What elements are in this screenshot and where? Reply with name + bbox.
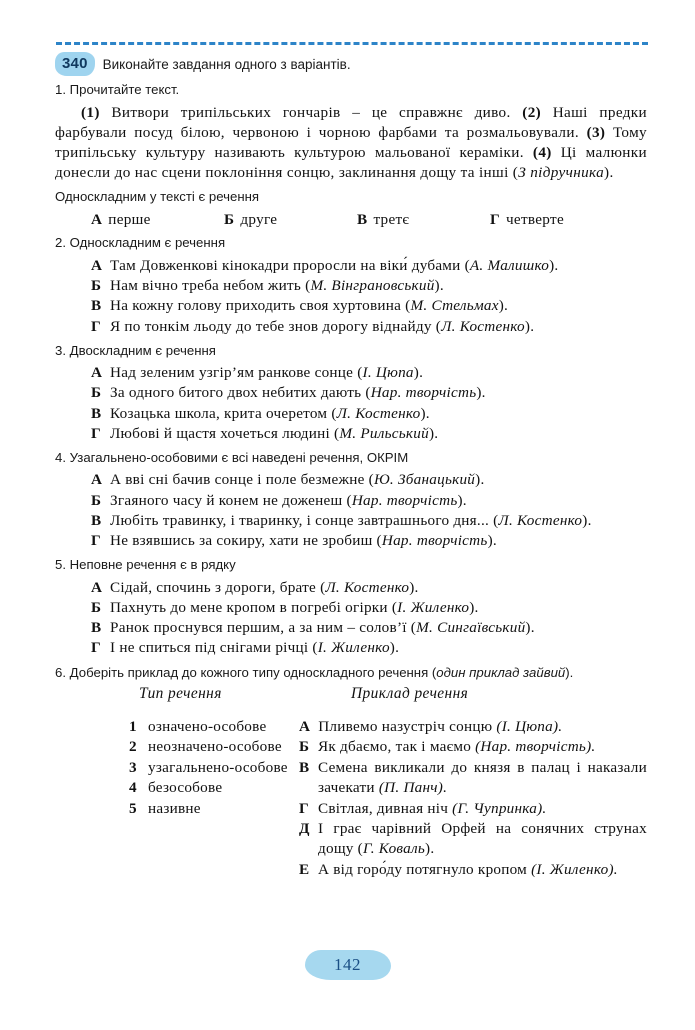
- type-number: 5: [129, 799, 137, 817]
- option-text: Сідай, спочинь з дороги, брате (Л. Костенко).: [110, 578, 419, 596]
- task5-options: [91, 578, 651, 659]
- task6-matching-table: [55, 685, 651, 880]
- example-text: Як дбаємо, так і маємо (Нар. творчість).: [318, 738, 596, 756]
- type-text: безособове: [148, 779, 223, 797]
- option-letter: Б: [91, 491, 102, 509]
- task6-examples-header: Приклад речення: [351, 685, 469, 703]
- task2-option-b[interactable]: [91, 276, 651, 296]
- task1-option-g[interactable]: [490, 211, 623, 229]
- task5-option-b[interactable]: [91, 598, 651, 618]
- exercise-header: [55, 52, 651, 76]
- option-letter: В: [357, 211, 368, 229]
- task6-types-header: Тип речення: [139, 685, 222, 703]
- task2-prompt: 2. Односкладним є речення: [55, 235, 226, 251]
- task4-option-a[interactable]: [91, 470, 651, 490]
- option-text: На кожну голову приходить своя хуртовина (М. Стельмах).: [110, 297, 509, 315]
- option-letter: А: [91, 211, 103, 229]
- option-letter: А: [91, 256, 103, 274]
- task3-option-b[interactable]: [91, 383, 651, 403]
- task6-example-v[interactable]: [299, 758, 647, 799]
- example-text: І грає чарівний Орфей на сонячних струнах дощу (Г. Коваль).: [318, 819, 647, 858]
- example-text: А від горо́ду потягнуло кропом (І. Жиленко).: [318, 860, 618, 878]
- option-text: Любові й щастя хочеться людині (М. Рильський).: [110, 424, 439, 442]
- option-text: Козацька школа, крита очеретом (Л. Костенко).: [110, 404, 430, 422]
- task6-type-5[interactable]: [129, 799, 299, 819]
- option-letter: В: [91, 297, 102, 315]
- option-text: Любіть травинку, і тваринку, і сонце завтрашнього дня... (Л. Костенко).: [110, 511, 592, 529]
- task1-options: [91, 211, 651, 229]
- folio-brush-shape: [305, 950, 391, 980]
- task6-type-2[interactable]: [129, 737, 299, 757]
- option-text: Нам вічно треба небом жить (М. Вінграновський).: [110, 277, 444, 295]
- task2-option-a[interactable]: [91, 256, 651, 276]
- task4-option-v[interactable]: [91, 511, 651, 531]
- option-letter: Б: [91, 599, 102, 616]
- option-letter: Б: [224, 211, 235, 229]
- task6-prompt: 6. Доберіть приклад до кожного типу односкладного речення (один приклад зайвий).: [55, 664, 574, 680]
- example-letter: Д: [299, 819, 310, 837]
- example-text: Пливемо назустріч сонцю (І. Цюпа).: [318, 718, 563, 736]
- option-text: А вві сні бачив сонце і поле безмежне (Ю. Збанацький).: [110, 471, 485, 489]
- task6-example-g[interactable]: [299, 799, 647, 819]
- example-text: Світлая, дивная ніч (Г. Чупринка).: [318, 799, 547, 817]
- task3-option-g[interactable]: [91, 424, 651, 444]
- option-text: друге: [240, 211, 278, 229]
- task2-option-v[interactable]: [91, 296, 651, 316]
- task2-option-g[interactable]: [91, 317, 651, 337]
- exercise-number-badge: 340: [55, 52, 95, 76]
- example-letter: Е: [299, 860, 310, 878]
- reading-passage: (1) Витвори трипільських гончарів – це справжнє диво. (2) Наші предки фарбували посуд білою, червоною і чорною фарбами та розмальовували. (3) Тому трипільську культуру називають культурою мальованої кераміки. (4) Ці малюнки донесли до нас сцени поклоніння сонцю, заклинання дощу та інші (З підручника).: [55, 104, 647, 182]
- task4-option-g[interactable]: [91, 531, 651, 551]
- task6-type-4[interactable]: [129, 778, 299, 798]
- task1-prompt: Односкладним у тексті є речення: [55, 189, 260, 205]
- task1-instruction: 1. Прочитайте текст.: [55, 82, 180, 97]
- task5-option-v[interactable]: [91, 618, 651, 638]
- task5-option-a[interactable]: [91, 578, 651, 598]
- task6-example-e[interactable]: [299, 860, 647, 880]
- option-letter: Б: [91, 384, 102, 402]
- task4-prompt: 4. Узагальнено-особовими є всі наведені речення, ОКРІМ: [55, 450, 409, 466]
- task6-types-column: [55, 685, 299, 880]
- option-letter: А: [91, 471, 103, 489]
- type-text: називне: [148, 799, 201, 817]
- task6-example-b[interactable]: [299, 737, 647, 757]
- task3-option-a[interactable]: [91, 363, 651, 383]
- exercise-title: Виконайте завдання одного з варіантів.: [102, 56, 351, 72]
- task6-example-a[interactable]: [299, 717, 647, 737]
- option-text: Не взявшись за сокиру, хати не зробиш (Нар. творчість).: [110, 532, 497, 550]
- task6-type-1[interactable]: [129, 717, 299, 737]
- option-letter: Г: [91, 424, 101, 442]
- task6-example-d[interactable]: [299, 819, 647, 860]
- type-text: неозначено-особове: [148, 738, 282, 756]
- option-text: третє: [373, 211, 410, 229]
- type-number: 3: [129, 758, 137, 776]
- option-text: Ранок проснувся першим, а за ним – солов’ї (М. Сингаївський).: [110, 619, 535, 637]
- task5-prompt: 5. Неповне речення є в рядку: [55, 557, 236, 573]
- type-text: означено-особове: [148, 718, 267, 736]
- page-footer: [0, 950, 695, 980]
- option-letter: В: [91, 619, 102, 637]
- option-letter: Б: [91, 277, 102, 295]
- option-text: Там Довженкові кінокадри проросли на віки́ дубами (А. Малишко).: [110, 256, 559, 274]
- task4-options: [91, 470, 651, 551]
- task2-options: [91, 256, 651, 337]
- example-letter: Б: [299, 738, 310, 756]
- option-letter: А: [91, 578, 103, 596]
- example-letter: Г: [299, 799, 309, 817]
- option-letter: В: [91, 404, 102, 422]
- task6-examples-column: [299, 685, 647, 880]
- type-number: 4: [129, 779, 137, 797]
- task1-option-v[interactable]: [357, 211, 490, 229]
- task5-option-g[interactable]: [91, 638, 651, 658]
- example-letter: В: [299, 758, 310, 776]
- option-letter: А: [91, 364, 103, 382]
- option-letter: Г: [91, 317, 101, 335]
- type-text: узагальнено-особове: [148, 758, 288, 776]
- dashed-divider: [56, 42, 648, 45]
- example-letter: А: [299, 718, 311, 736]
- task3-options: [91, 363, 651, 444]
- option-letter: Г: [490, 211, 500, 229]
- task1-option-a[interactable]: [91, 211, 224, 229]
- option-text: І не спиться під снігами річці (І. Жиленко).: [110, 639, 400, 657]
- type-number: 1: [129, 718, 137, 736]
- option-letter: Г: [91, 639, 101, 657]
- option-letter: В: [91, 511, 102, 529]
- option-text: Над зеленим узгір’ям ранкове сонце (І. Цюпа).: [110, 364, 424, 382]
- page-number: 142: [334, 955, 361, 974]
- option-text: Згаяного часу й конем не доженеш (Нар. творчість).: [110, 491, 467, 509]
- option-text: Я по тонкім льоду до тебе знов дорогу віднайду (Л. Костенко).: [110, 317, 535, 335]
- option-text: За одного битого двох небитих дають (Нар. творчість).: [110, 384, 486, 402]
- option-text: Пахнуть до мене кропом в погребі огірки (І. Жиленко).: [110, 599, 479, 616]
- task3-option-v[interactable]: [91, 404, 651, 424]
- task6-type-3[interactable]: [129, 758, 299, 778]
- task1-option-b[interactable]: [224, 211, 357, 229]
- option-letter: Г: [91, 532, 101, 550]
- type-number: 2: [129, 738, 137, 756]
- option-text: четверте: [505, 211, 564, 229]
- task4-option-b[interactable]: [91, 491, 651, 511]
- example-text: Семена викликали до князя в палац і наказали зачекати (П. Панч).: [318, 758, 647, 797]
- task3-prompt: 3. Двоскладним є речення: [55, 342, 216, 358]
- option-text: перше: [108, 211, 151, 229]
